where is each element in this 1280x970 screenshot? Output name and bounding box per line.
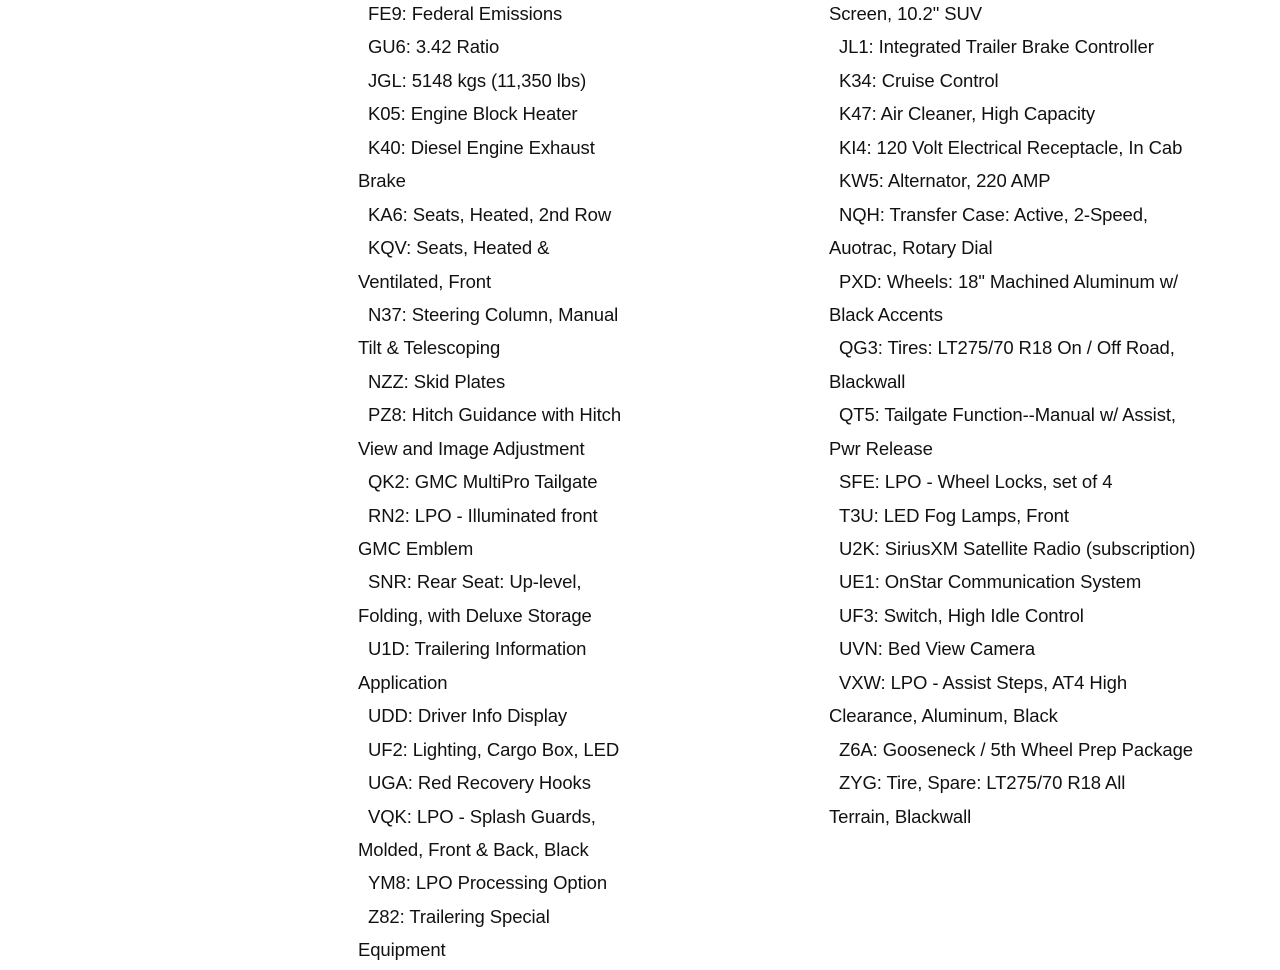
option-item-line: NQH: Transfer Case: Active, 2-Speed, [839, 203, 1148, 225]
option-item-line: UF3: Switch, High Idle Control [839, 604, 1084, 626]
option-item-line: KI4: 120 Volt Electrical Receptacle, In Cab [839, 136, 1183, 158]
option-item-line: UF2: Lighting, Cargo Box, LED [368, 738, 620, 760]
option-item-line: JGL: 5148 kgs (11,350 lbs) [368, 69, 587, 91]
option-item-line: YM8: LPO Processing Option [368, 872, 608, 894]
option-item-line: PXD: Wheels: 18" Machined Aluminum w/ [839, 270, 1179, 292]
option-item-line: K05: Engine Block Heater [368, 103, 578, 125]
option-item-continuation-line: View and Image Adjustment [358, 437, 585, 459]
option-item-line: K47: Air Cleaner, High Capacity [839, 103, 1096, 125]
option-item-continuation-line: Pwr Release [829, 437, 933, 459]
option-item-continuation-line: Auotrac, Rotary Dial [829, 237, 993, 259]
option-item-line: Z6A: Gooseneck / 5th Wheel Prep Package [839, 738, 1193, 760]
option-item-line: GU6: 3.42 Ratio [368, 36, 500, 58]
options-list-right-column [829, 0, 1269, 836]
option-item-continuation-line: Tilt & Telescoping [358, 337, 501, 359]
option-item-continuation-line: Ventilated, Front [358, 270, 492, 292]
option-item-continuation-line: Screen, 10.2" SUV [829, 3, 982, 24]
option-item-line: UE1: OnStar Communication System [839, 571, 1142, 593]
option-item-line: QT5: Tailgate Function--Manual w/ Assist, [839, 404, 1176, 426]
option-item-line: RN2: LPO - Illuminated front [368, 504, 598, 526]
option-item-line: U2K: SiriusXM Satellite Radio (subscription) [839, 538, 1196, 559]
option-item-continuation-line: Brake [358, 170, 406, 192]
option-item-line: SFE: LPO - Wheel Locks, set of 4 [839, 471, 1113, 493]
option-item-line: QG3: Tires: LT275/70 R18 On / Off Road, [839, 337, 1175, 359]
option-item-line: KW5: Alternator, 220 AMP [839, 170, 1051, 192]
option-item-line: UVN: Bed View Camera [839, 638, 1036, 660]
option-item-continuation-line: Terrain, Blackwall [829, 805, 972, 827]
option-item-line: JL1: Integrated Trailer Brake Controller [839, 36, 1154, 58]
option-item-line: Z82: Trailering Special [368, 905, 550, 927]
option-item-line: SNR: Rear Seat: Up-level, [368, 571, 582, 593]
option-item-line: K34: Cruise Control [839, 69, 999, 91]
option-item-continuation-line: GMC Emblem [358, 538, 474, 559]
option-item-line: K40: Diesel Engine Exhaust [368, 136, 595, 158]
option-item-line: UGA: Red Recovery Hooks [368, 772, 591, 794]
option-item-continuation-line: Application [358, 671, 448, 693]
option-item-line: QK2: GMC MultiPro Tailgate [368, 471, 598, 493]
option-item-line: VQK: LPO - Splash Guards, [368, 805, 596, 827]
option-item-continuation-line: Equipment [358, 939, 446, 961]
options-list-left-column [358, 0, 778, 970]
option-item-line: PZ8: Hitch Guidance with Hitch [368, 404, 622, 426]
option-item-line: VXW: LPO - Assist Steps, AT4 High [839, 671, 1128, 693]
option-item-continuation-line: Blackwall [829, 370, 906, 392]
option-item-continuation-line: Folding, with Deluxe Storage [358, 604, 592, 626]
option-item-line: ZYG: Tire, Spare: LT275/70 R18 All [839, 772, 1126, 794]
option-item-line: N37: Steering Column, Manual [368, 303, 619, 325]
option-item-continuation-line: Molded, Front & Back, Black [358, 838, 589, 860]
option-item-continuation-line: Black Accents [829, 303, 943, 325]
option-item-line: FE9: Federal Emissions [368, 3, 563, 24]
option-item-line: NZZ: Skid Plates [368, 370, 506, 392]
option-item-line: U1D: Trailering Information [368, 638, 587, 660]
option-item-line: UDD: Driver Info Display [368, 705, 568, 727]
option-item-line: T3U: LED Fog Lamps, Front [839, 504, 1069, 526]
option-item-continuation-line: Clearance, Aluminum, Black [829, 705, 1058, 727]
option-item-line: KA6: Seats, Heated, 2nd Row [368, 203, 612, 225]
option-item-line: KQV: Seats, Heated & [368, 237, 550, 259]
